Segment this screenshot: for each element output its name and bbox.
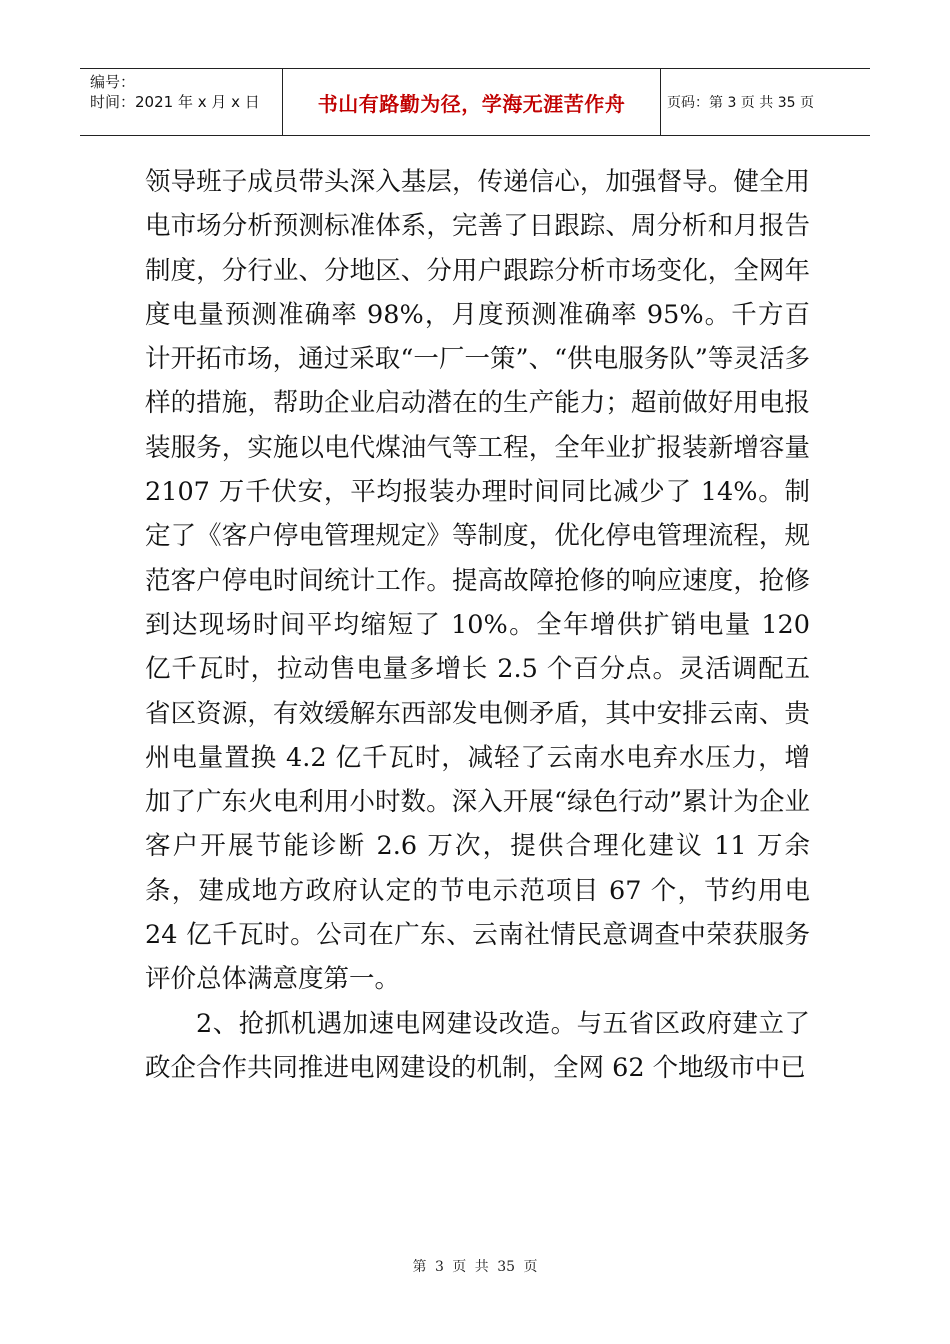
header-motto-cell [283,69,661,135]
document-time-label: 时间：2021 年 x 月 x 日 [90,93,260,111]
document-body [145,160,810,1090]
page-footer: 第 3 页 共 35 页 [412,1259,538,1275]
header-page-info: 页码：第 3 页 共 35 页 [667,95,814,111]
header-page-info-cell [661,69,870,135]
document-number-label: 编号： [90,73,136,91]
page-header [80,68,870,136]
header-meta [80,69,283,135]
body-paragraph: 领导班子成员带头深入基层，传递信心，加强督导。健全用电市场分析预测标准体系，完善了日跟踪、周分析和月报告制度，分行业、分地区、分用户跟踪分析市场变化，全网年度电量预测准确率 98%，月度预测准确率 95%。千方百计开拓市场，通过采取“一厂一策”、“供电服务队”等灵活多样的措施，帮助企业启动潜在的生产能力；超前做好用电报装服务，实施以电代煤油气等工程，全年业扩报装新增容量 2107 万千伏安，平均报装办理时间同比减少了 14%。制定了《客户停电管理规定》等制度，优化停电管理流程，规范客户停电时间统计工作。提高故障抢修的响应速度，抢修到达现场时间平均缩短了 10%。全年增供扩销电量 120 亿千瓦时，拉动售电量多增长 2.5 个百分点。灵活调配五省区资源，有效缓解东西部发电侧矛盾，其中安排云南、贵州电量置换 4.2 亿千瓦时，减轻了云南水电弃水压力，增加了广东火电利用小时数。深入开展“绿色行动”累计为企业客户开展节能诊断 2.6 万次，提供合理化建议 11 万余条，建成地方政府认定的节电示范项目 67 个，节约用电 24 亿千瓦时。公司在广东、云南社情民意调查中荣获服务评价总体满意度第一。 [145,167,810,995]
body-paragraph: 2、抢抓机遇加速电网建设改造。与五省区政府建立了政企合作共同推进电网建设的机制，全网 62 个地级市中已 [145,1008,810,1083]
header-motto: 书山有路勤为径，学海无涯苦作舟 [317,91,626,116]
